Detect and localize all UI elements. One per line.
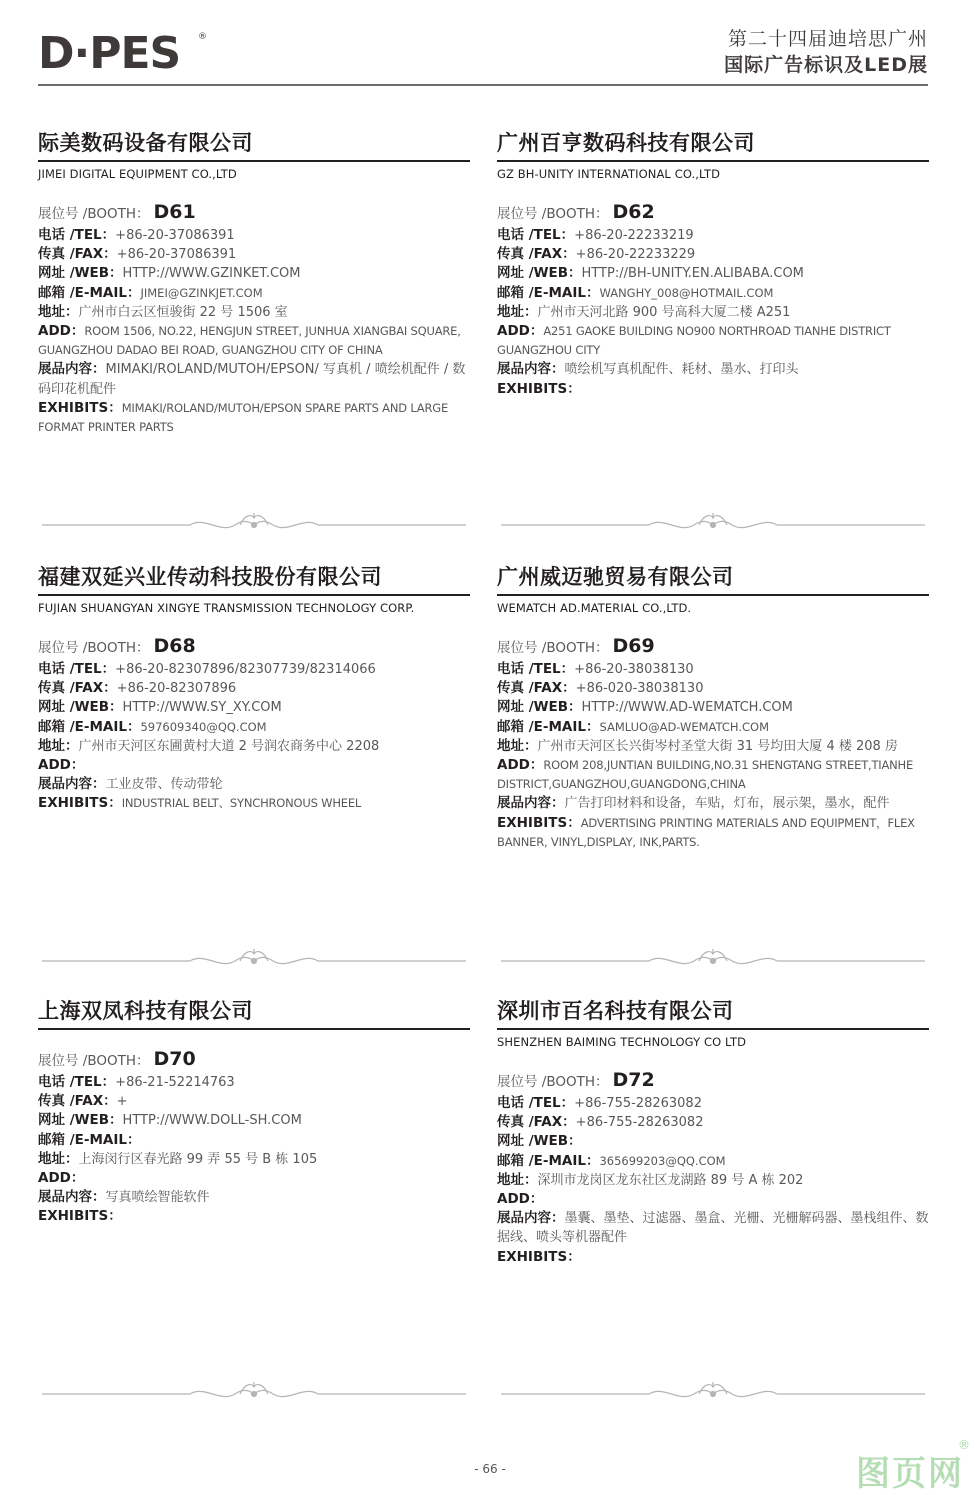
web-label: 网址 /WEB： bbox=[38, 1112, 123, 1129]
address-cn-value: 广州市天河区长兴街岑村圣堂大街 31 号均田大厦 4 楼 208 房 bbox=[537, 738, 898, 754]
tel-row bbox=[497, 226, 929, 245]
address-cn-label: 地址： bbox=[38, 737, 79, 754]
booth-label: 展位号 /BOOTH： bbox=[497, 640, 609, 656]
tel-label: 电话 /TEL： bbox=[38, 227, 116, 243]
exhibits-en-value: MIMAKI/ROLAND/MUTOH/EPSON SPARE PARTS AND LARGE FORMAT PRINTER PARTS bbox=[38, 400, 449, 435]
exhibits-en-row bbox=[497, 380, 929, 399]
web-row bbox=[497, 1132, 929, 1151]
booth-row bbox=[38, 1047, 470, 1073]
exhibits-en-row bbox=[38, 794, 470, 813]
ornament-divider-icon bbox=[40, 1381, 468, 1407]
exhibits-cn-label: 展品内容： bbox=[497, 361, 565, 378]
fax-row bbox=[497, 245, 929, 264]
exhibits-cn-row bbox=[497, 794, 929, 813]
name-underline bbox=[38, 1028, 470, 1030]
exhibits-cn-row bbox=[38, 1188, 470, 1207]
ornament-divider-icon bbox=[40, 512, 468, 538]
exhibits-en-value: ADVERTISING PRINTING MATERIALS AND EQUIPMENT，FLEX BANNER, VINYL,DISPLAY, INK,PARTS. bbox=[497, 815, 915, 849]
email-label: 邮箱 /E-MAIL： bbox=[38, 1131, 141, 1148]
web-link[interactable]: HTTP://WWW.GZINKET.COM bbox=[122, 266, 301, 282]
exhibition-title bbox=[724, 26, 928, 78]
tel-row bbox=[38, 1073, 470, 1092]
exhibits-en-label: EXHIBITS： bbox=[497, 380, 581, 397]
exhibits-en-row bbox=[38, 399, 470, 437]
company-name-cn: 上海双凤科技有限公司 bbox=[38, 999, 253, 1023]
address-cn-value: 深圳市龙岗区龙东社区龙湖路 89 号 A 栋 202 bbox=[537, 1172, 804, 1188]
exhibits-en-label: EXHIBITS： bbox=[38, 1208, 122, 1225]
web-link[interactable]: HTTP://WWW.AD-WEMATCH.COM bbox=[581, 700, 793, 716]
name-underline bbox=[497, 160, 929, 162]
fax-row bbox=[38, 245, 470, 264]
email-label: 邮箱 /E-MAIL： bbox=[497, 284, 600, 301]
web-link[interactable]: HTTP://BH-UNITY.EN.ALIBABA.COM bbox=[581, 266, 804, 282]
booth-number: D72 bbox=[612, 1069, 655, 1091]
email-link[interactable]: 597609340@QQ.COM bbox=[140, 719, 267, 734]
tel-row bbox=[38, 226, 470, 245]
email-row bbox=[497, 1152, 929, 1171]
fax-value: +86-20-22233229 bbox=[575, 247, 696, 263]
watermark-text: 图页网 bbox=[856, 1454, 964, 1494]
tel-value: +86-20-37086391 bbox=[115, 228, 235, 243]
exhibits-en-label: EXHIBITS： bbox=[497, 1248, 581, 1265]
address-cn-label: 地址： bbox=[38, 1150, 79, 1167]
company-name-cn: 广州威迈驰贸易有限公司 bbox=[497, 565, 734, 589]
web-label: 网址 /WEB： bbox=[38, 699, 123, 716]
booth-row bbox=[497, 1068, 929, 1094]
email-row bbox=[497, 718, 929, 737]
ornament-divider-icon bbox=[40, 948, 468, 974]
address-en-row bbox=[497, 322, 929, 360]
company-name-cn: 广州百亨数码科技有限公司 bbox=[497, 131, 755, 155]
booth-number: D61 bbox=[153, 201, 196, 223]
booth-row bbox=[497, 634, 929, 660]
company-name-cn: 际美数码设备有限公司 bbox=[38, 131, 253, 155]
email-row bbox=[497, 284, 929, 303]
exhibits-en-row bbox=[38, 1207, 470, 1226]
tel-row bbox=[497, 1094, 929, 1113]
exhibits-cn-row bbox=[497, 360, 929, 379]
address-cn-label: 地址： bbox=[38, 303, 79, 320]
tel-row bbox=[38, 660, 470, 679]
tel-label: 电话 /TEL： bbox=[497, 1095, 575, 1111]
email-label: 邮箱 /E-MAIL： bbox=[38, 718, 141, 735]
exhibits-cn-label: 展品内容： bbox=[38, 361, 106, 378]
exhibits-cn-row bbox=[38, 775, 470, 794]
address-en-label: ADD： bbox=[497, 757, 544, 774]
fax-row bbox=[497, 679, 929, 698]
exhibits-cn-value: 墨囊、墨垫、过滤器、墨盒、光栅、光栅解码器、墨栈组件、数据线、喷头等机器配件 bbox=[497, 1211, 929, 1246]
web-label: 网址 /WEB： bbox=[38, 265, 123, 282]
fax-row bbox=[38, 679, 470, 698]
exhibits-cn-value: 广告打印材料和设备，车贴，灯布，展示架，墨水，配件 bbox=[564, 796, 890, 812]
company-name-cn: 福建双延兴业传动科技股份有限公司 bbox=[38, 565, 382, 589]
address-en-row bbox=[38, 756, 470, 775]
exhibition-title-line2: 国际广告标识及LED展 bbox=[724, 54, 928, 76]
exhibits-en-row bbox=[497, 1248, 929, 1267]
fax-value: +86-020-38038130 bbox=[575, 681, 704, 697]
booth-number: D68 bbox=[153, 635, 196, 657]
web-label: 网址 /WEB： bbox=[497, 1133, 582, 1150]
address-en-value: ROOM 208,JUNTIAN BUILDING,NO.31 SHENGTANG STREET,TIANHE DISTRICT,GUANGZHOU,GUANGDONG,CHINA bbox=[497, 758, 914, 792]
booth-row bbox=[497, 200, 929, 226]
address-cn-label: 地址： bbox=[497, 737, 538, 754]
web-row bbox=[38, 1111, 470, 1130]
booth-label: 展位号 /BOOTH： bbox=[38, 1053, 150, 1069]
fax-row bbox=[497, 1113, 929, 1132]
booth-label: 展位号 /BOOTH： bbox=[38, 206, 150, 222]
exhibits-cn-row bbox=[497, 1209, 929, 1247]
address-cn-value: 广州市白云区恒骏街 22 号 1506 室 bbox=[78, 304, 288, 320]
fax-value: + bbox=[116, 1094, 128, 1110]
exhibits-cn-value: MIMAKI/ROLAND/MUTOH/EPSON/ 写真机 / 喷绘机配件 / 数码印花机配件 bbox=[38, 362, 466, 397]
web-row bbox=[497, 698, 929, 717]
page-header bbox=[0, 0, 980, 90]
email-link[interactable]: 365699203@QQ.COM bbox=[599, 1153, 726, 1168]
web-label: 网址 /WEB： bbox=[497, 699, 582, 716]
address-cn-row bbox=[38, 303, 470, 322]
address-en-label: ADD： bbox=[38, 1170, 85, 1187]
company-name-en: GZ BH-UNITY INTERNATIONAL CO.,LTD bbox=[497, 167, 721, 181]
address-en-value: A251 GAOKE BUILDING NO900 NORTHROAD TIANHE DISTRICT GUANGZHOU CITY bbox=[497, 324, 891, 358]
web-link[interactable]: HTTP://WWW.DOLL-SH.COM bbox=[122, 1113, 302, 1129]
company-name-en: JIMEI DIGITAL EQUIPMENT CO.,LTD bbox=[38, 167, 237, 181]
watermark bbox=[856, 1438, 974, 1494]
exhibits-cn-value: 喷绘机写真机配件、耗材、墨水、打印头 bbox=[564, 362, 799, 378]
exhibits-cn-value: 写真喷绘智能软件 bbox=[105, 1190, 210, 1206]
tel-label: 电话 /TEL： bbox=[38, 1074, 116, 1090]
fax-label: 传真 /FAX： bbox=[497, 1114, 576, 1131]
exhibits-en-row bbox=[497, 814, 929, 852]
tel-label: 电话 /TEL： bbox=[497, 661, 575, 677]
booth-label: 展位号 /BOOTH： bbox=[497, 206, 609, 222]
fax-label: 传真 /FAX： bbox=[38, 246, 117, 263]
address-cn-label: 地址： bbox=[497, 1171, 538, 1188]
tel-value: +86-755-28263082 bbox=[574, 1096, 702, 1111]
booth-label: 展位号 /BOOTH： bbox=[497, 1074, 609, 1090]
booth-number: D62 bbox=[612, 201, 655, 223]
fax-row bbox=[38, 1092, 470, 1111]
name-underline bbox=[497, 1028, 929, 1030]
address-cn-value: 上海闵行区春光路 99 弄 55 号 B 栋 105 bbox=[78, 1151, 318, 1167]
address-en-label: ADD： bbox=[38, 323, 85, 340]
exhibitor-card bbox=[38, 562, 470, 814]
ornament-divider-icon bbox=[499, 512, 927, 538]
address-cn-row bbox=[38, 1150, 470, 1169]
exhibits-en-value: INDUSTRIAL BELT、SYNCHRONOUS WHEEL bbox=[121, 796, 362, 811]
header-divider bbox=[38, 84, 928, 86]
company-name-en: WEMATCH AD.MATERIAL CO.,LTD. bbox=[497, 601, 692, 615]
company-name-en: SHENZHEN BAIMING TECHNOLOGY CO LTD bbox=[497, 1035, 747, 1049]
address-cn-value: 广州市天河北路 900 号高科大厦二楼 A251 bbox=[537, 304, 791, 320]
fax-value: +86-20-37086391 bbox=[116, 247, 237, 263]
web-row bbox=[497, 264, 929, 283]
fax-value: +86-20-82307896 bbox=[116, 681, 237, 697]
booth-label: 展位号 /BOOTH： bbox=[38, 640, 150, 656]
tel-value: +86-20-82307896/82307739/82314066 bbox=[115, 662, 376, 677]
name-underline bbox=[497, 594, 929, 596]
fax-label: 传真 /FAX： bbox=[38, 680, 117, 697]
exhibition-title-line1: 第二十四届迪培思广州 bbox=[727, 28, 928, 50]
fax-label: 传真 /FAX： bbox=[497, 246, 576, 263]
email-label: 邮箱 /E-MAIL： bbox=[497, 718, 600, 735]
fax-value: +86-755-28263082 bbox=[575, 1115, 704, 1131]
exhibits-en-label: EXHIBITS： bbox=[38, 795, 122, 812]
email-link[interactable]: WANGHY_008@HOTMAIL.COM bbox=[599, 285, 774, 300]
address-en-value: ROOM 1506, NO.22, HENGJUN STREET, JUNHUA XIANGBAI SQUARE, GUANGZHOU DADAO BEI ROAD, GUANGZHOU CITY OF CHINA bbox=[38, 324, 461, 358]
name-underline bbox=[38, 594, 470, 596]
email-row bbox=[38, 718, 470, 737]
watermark-reg: ® bbox=[958, 1438, 970, 1452]
dpes-logo bbox=[38, 30, 213, 78]
exhibits-cn-row bbox=[38, 360, 470, 398]
tel-value: +86-21-52214763 bbox=[115, 1075, 235, 1090]
web-link[interactable]: HTTP://WWW.SY_XY.COM bbox=[122, 700, 282, 716]
exhibitor-card bbox=[38, 128, 470, 437]
exhibitor-card bbox=[497, 996, 929, 1267]
email-link[interactable]: JIMEI@GZINKJET.COM bbox=[140, 285, 263, 300]
web-label: 网址 /WEB： bbox=[497, 265, 582, 282]
registered-mark: ® bbox=[198, 32, 207, 42]
email-label: 邮箱 /E-MAIL： bbox=[497, 1152, 600, 1169]
address-en-row bbox=[38, 1169, 470, 1188]
address-cn-row bbox=[497, 737, 929, 756]
tel-row bbox=[497, 660, 929, 679]
address-cn-value: 广州市天河区东圃黄村大道 2 号润农商务中心 2208 bbox=[78, 738, 380, 754]
exhibits-en-label: EXHIBITS： bbox=[38, 399, 122, 416]
booth-row bbox=[38, 634, 470, 660]
address-en-label: ADD： bbox=[38, 757, 85, 774]
fax-label: 传真 /FAX： bbox=[497, 680, 576, 697]
web-row bbox=[38, 698, 470, 717]
exhibits-cn-label: 展品内容： bbox=[38, 1189, 106, 1206]
logo-text: D·PES bbox=[38, 28, 181, 79]
address-en-row bbox=[38, 322, 470, 360]
exhibitor-card bbox=[497, 128, 929, 399]
email-row bbox=[38, 1131, 470, 1150]
address-cn-row bbox=[497, 1171, 929, 1190]
ornament-divider-icon bbox=[499, 948, 927, 974]
tel-value: +86-20-22233219 bbox=[574, 228, 694, 243]
ornament-divider-icon bbox=[499, 1381, 927, 1407]
exhibitor-card bbox=[38, 996, 470, 1227]
address-cn-label: 地址： bbox=[497, 303, 538, 320]
fax-label: 传真 /FAX： bbox=[38, 1093, 117, 1110]
tel-value: +86-20-38038130 bbox=[574, 662, 694, 677]
exhibits-cn-label: 展品内容： bbox=[497, 795, 565, 812]
email-link[interactable]: SAMLUO@AD-WEMATCH.COM bbox=[599, 719, 769, 734]
booth-number: D69 bbox=[612, 635, 655, 657]
exhibits-cn-value: 工业皮带、传动带轮 bbox=[105, 777, 223, 793]
address-cn-row bbox=[38, 737, 470, 756]
exhibits-cn-label: 展品内容： bbox=[38, 776, 106, 793]
email-label: 邮箱 /E-MAIL： bbox=[38, 284, 141, 301]
address-en-label: ADD： bbox=[497, 1191, 544, 1208]
company-name-en: FUJIAN SHUANGYAN XINGYE TRANSMISSION TECHNOLOGY CORP. bbox=[38, 601, 415, 615]
page-number: - 66 - bbox=[474, 1462, 506, 1476]
booth-row bbox=[38, 200, 470, 226]
tel-label: 电话 /TEL： bbox=[497, 227, 575, 243]
email-row bbox=[38, 284, 470, 303]
company-name-cn: 深圳市百名科技有限公司 bbox=[497, 999, 734, 1023]
address-en-row bbox=[497, 1190, 929, 1209]
exhibitor-card bbox=[497, 562, 929, 852]
address-en-label: ADD： bbox=[497, 323, 544, 340]
name-underline bbox=[38, 160, 470, 162]
exhibits-en-label: EXHIBITS： bbox=[497, 814, 581, 831]
address-cn-row bbox=[497, 303, 929, 322]
address-en-row bbox=[497, 756, 929, 794]
exhibits-cn-label: 展品内容： bbox=[497, 1210, 565, 1227]
tel-label: 电话 /TEL： bbox=[38, 661, 116, 677]
booth-number: D70 bbox=[153, 1048, 196, 1070]
web-row bbox=[38, 264, 470, 283]
